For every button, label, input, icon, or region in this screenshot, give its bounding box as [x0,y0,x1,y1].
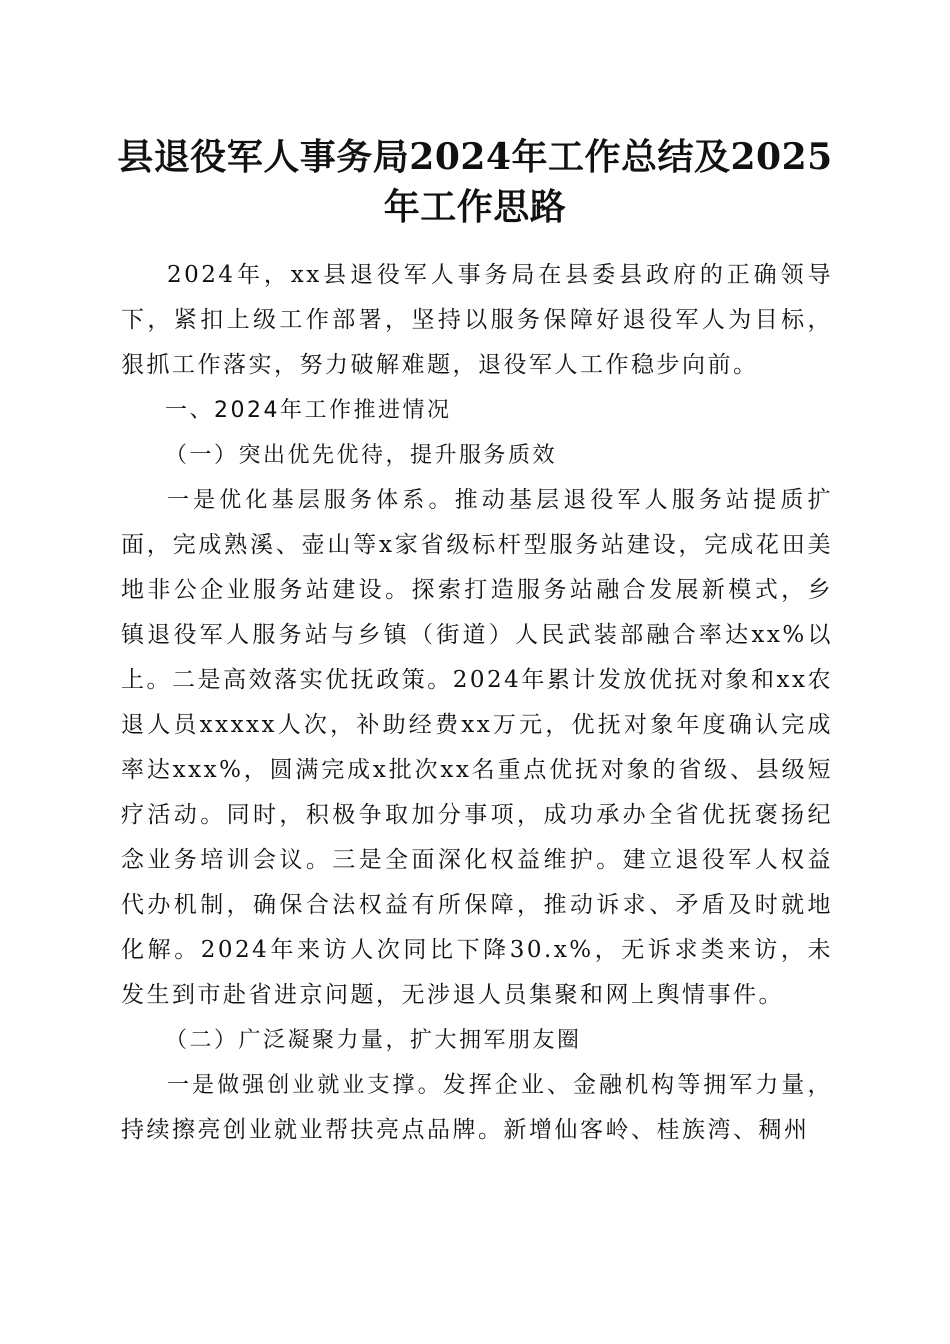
paragraph-text: 发挥企业、金融机构等拥军力量，持续擦亮创业就业帮扶亮点品牌。新增仙客岭、桂族湾、稠州 [121,1072,833,1143]
document-body [121,253,833,1153]
paragraph-text: 推动基层退役军人服务站提质扩面，完成熟溪、壶山等x家省级标杆型服务站建设，完成花田美地非公企业服务站建设。探索打造服务站融合发展新模式，乡镇退役军人服务站与乡镇（街道）人民武装部融合率达xx%以上。二是高效落实优抚政策。2024年累计发放优抚对象和xx农退人员xxxxx人次，补助经费xx万元，优抚对象年度确认完成率达xxx%，圆满完成x批次xx名重点优抚对象的省级、县级短疗活动。同时，积极争取加分事项，成功承办全省优抚褒扬纪念业务培训会议。三是全面深化权益维护。建立退役军人权益代办机制，确保合法权益有所保障，推动诉求、矛盾及时就地化解。2024年来访人次同比下降30.x%，无诉求类来访，未发生到市赴省进京问题，无涉退人员集聚和网上舆情事件。 [121,487,833,1008]
intro-paragraph: 2024年，xx县退役军人事务局在县委县政府的正确领导下，紧扣上级工作部署，坚持以服务保障好退役军人为目标，狠抓工作落实，努力破解难题，退役军人工作稳步向前。 [121,262,833,378]
document-title: 县退役军人事务局2024年工作总结及2025年工作思路 [117,136,833,228]
paragraph-lead: 一是优化基层服务体系。 [167,488,455,513]
body-paragraph [121,1063,833,1153]
subsection-heading: （二）广泛凝聚力量，扩大拥军朋友圈 [165,1028,582,1053]
body-paragraph [121,478,833,1018]
paragraph-lead: 一是做强创业就业支撑。 [167,1073,443,1098]
subsection-heading: （一）突出优先优待，提升服务质效 [165,443,558,468]
section-heading: 一、2024年工作推进情况 [165,398,452,423]
